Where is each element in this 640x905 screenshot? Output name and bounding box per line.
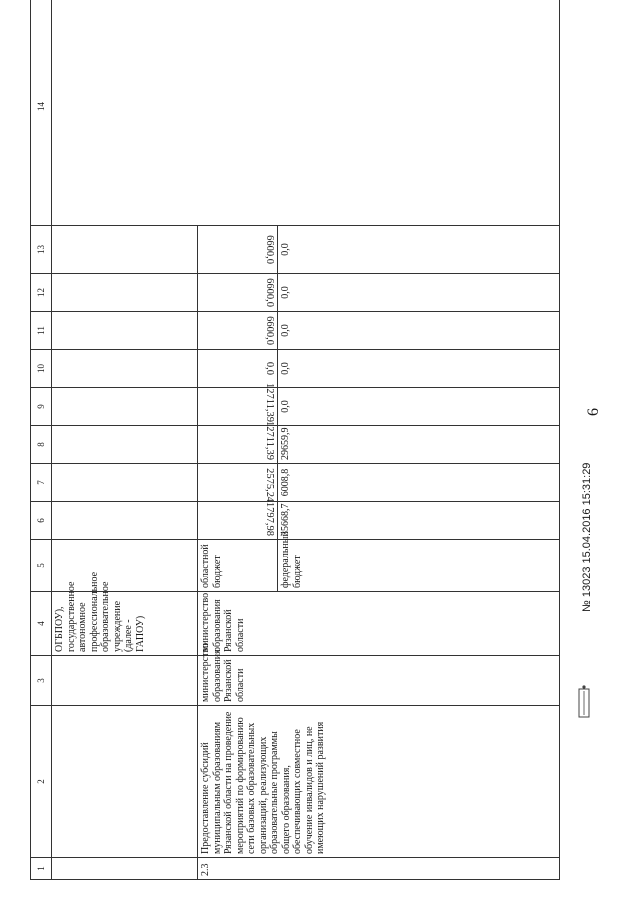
cell — [52, 464, 198, 502]
value-cell: 12711,39 — [198, 426, 278, 464]
header-cell: 2 — [31, 706, 52, 858]
cell — [52, 0, 560, 226]
value-cell: 0,0 — [278, 226, 560, 274]
registration-stamp: № 13023 15.04.2016 15:31:29 — [581, 462, 593, 612]
value-cell: 6600,0 — [198, 312, 278, 350]
rotated-table-wrapper — [30, 30, 560, 880]
row-number: 2.3 — [198, 858, 560, 880]
budget-table — [30, 0, 560, 880]
header-cell: 14 — [31, 0, 52, 226]
funding-source: областной бюджет — [198, 540, 278, 592]
value-cell: 35668,7 — [278, 502, 560, 540]
page-number: 6 — [585, 408, 602, 416]
cell — [52, 312, 198, 350]
value-cell: 2575,2 — [198, 464, 278, 502]
cell — [52, 274, 198, 312]
cell — [52, 858, 198, 880]
value-cell: 29659,9 — [278, 426, 560, 464]
coordinator-cell: министерство образования Рязанской области — [198, 656, 560, 706]
cell — [52, 426, 198, 464]
cell — [52, 656, 198, 706]
header-cell: 3 — [31, 656, 52, 706]
header-cell: 1 — [31, 858, 52, 880]
cell — [52, 350, 198, 388]
executor-cell: министерство образования Рязанской области — [198, 592, 560, 656]
value-cell: 6600,0 — [198, 274, 278, 312]
funding-source: федеральный бюджет — [278, 540, 560, 592]
cell — [52, 502, 198, 540]
header-cell: 10 — [31, 350, 52, 388]
registry-logo-icon — [577, 685, 591, 719]
executor-continued-cell: ОГБПОУ), государственное автономное профессиональное образовательное учреждение (далее - ГАПОУ) — [52, 592, 198, 656]
cell — [52, 226, 198, 274]
value-cell: 0,0 — [198, 350, 278, 388]
header-cell: 11 — [31, 312, 52, 350]
value-cell: 6008,8 — [278, 464, 560, 502]
value-cell: 0,0 — [278, 312, 560, 350]
cell — [52, 706, 198, 858]
value-cell: 0,0 — [278, 388, 560, 426]
continuation-row — [52, 0, 198, 880]
header-cell: 13 — [31, 226, 52, 274]
header-cell: 7 — [31, 464, 52, 502]
value-cell: 0,0 — [278, 350, 560, 388]
header-cell: 9 — [31, 388, 52, 426]
value-cell: 12711,39 — [198, 388, 278, 426]
value-cell: 0,0 — [278, 274, 560, 312]
measure-name: Предоставление субсидий муниципальным образованиям Рязанской области на проведение мероприятий по формированию сети базовых образовательных организаций, реализующих образовательные программы общего образования, обеспечивающих совместное обучение инвалидов и лиц, не имеющих нарушений развития — [198, 706, 560, 858]
header-cell: 6 — [31, 502, 52, 540]
header-cell: 4 — [31, 592, 52, 656]
value-cell: 41797,98 — [198, 502, 278, 540]
header-row — [31, 0, 52, 880]
header-cell: 8 — [31, 426, 52, 464]
cell — [52, 388, 198, 426]
value-cell: 6600,0 — [198, 226, 278, 274]
header-cell: 12 — [31, 274, 52, 312]
header-cell: 5 — [31, 540, 52, 592]
